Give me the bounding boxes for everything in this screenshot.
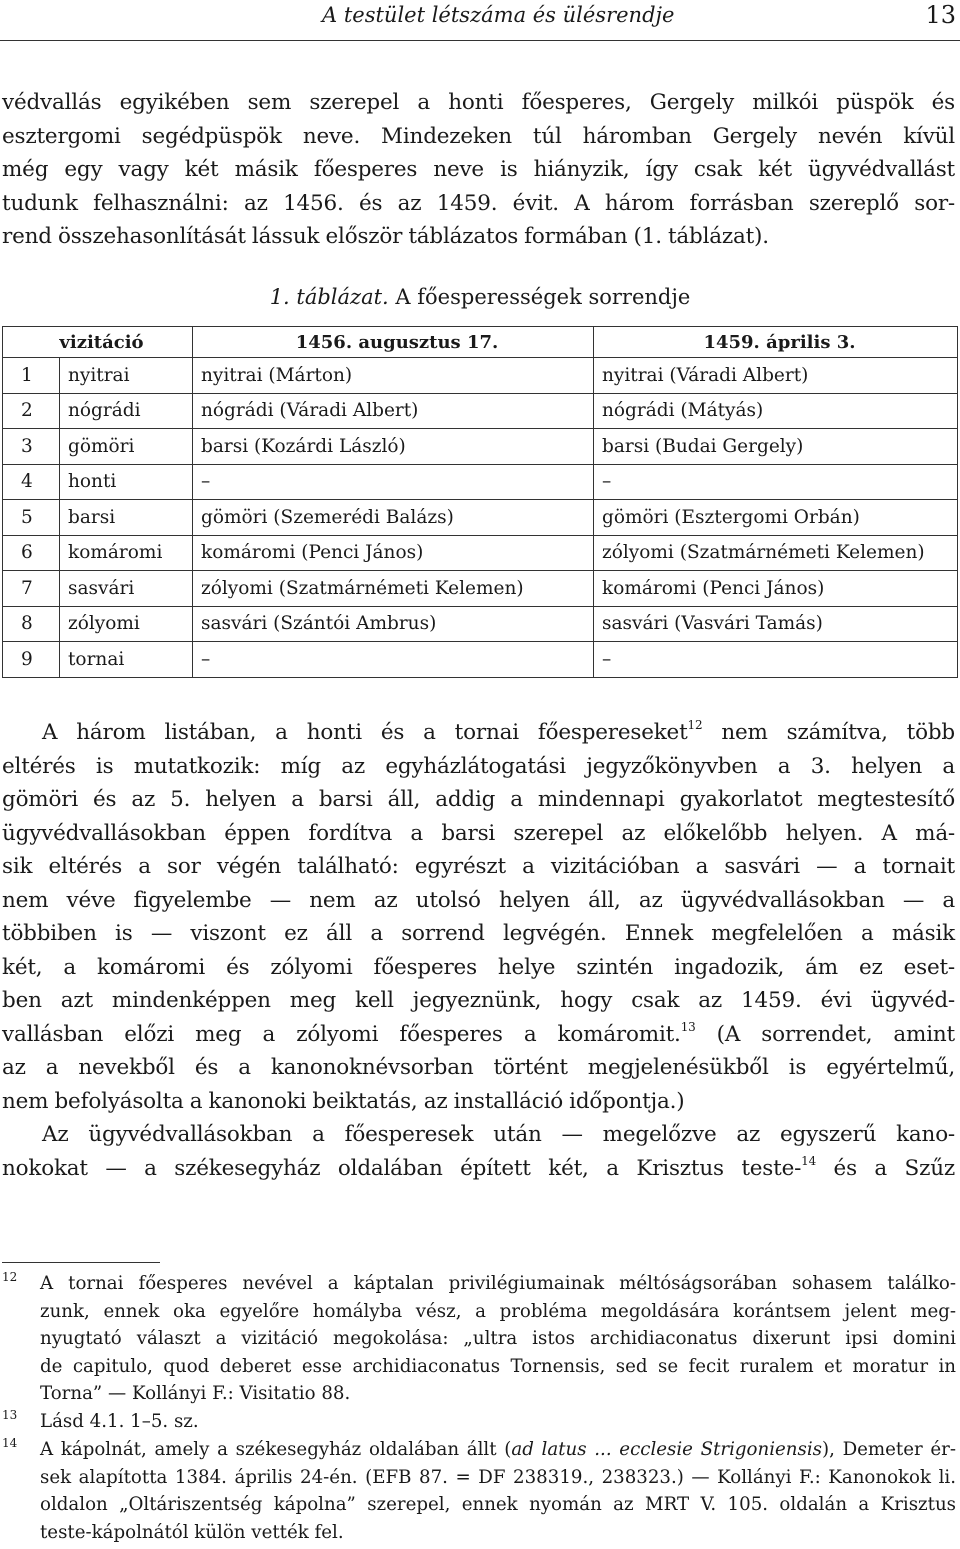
footnote-line: teste-kápolnától külön vették fel. (40, 1521, 344, 1543)
table-row (3, 500, 958, 536)
cell-1459: sasvári (Vasvári Tamás) (594, 606, 958, 642)
cell-visitation: komáromi (60, 535, 193, 571)
table-row (3, 535, 958, 571)
text-run: (A sorrendet, amint (695, 1021, 955, 1047)
cell-1456: zólyomi (Szatmárnémeti Kelemen) (193, 571, 594, 607)
column-header-1459: 1459. április 3. (594, 327, 958, 358)
footnote-separator (2, 1262, 160, 1263)
latin-quote: ad latus ... ecclesie Strigoniensis (511, 1439, 822, 1460)
text-line: többiben is — viszont ez áll a sorrend legvégén. Ennek megfelelően a másik (2, 921, 955, 946)
row-number: 7 (3, 571, 60, 607)
text-run: és a Szűz (816, 1155, 955, 1181)
table-caption-text: A főesperességek sorrendje (388, 285, 691, 309)
cell-1459: komáromi (Penci János) (594, 571, 958, 607)
text-run: vallásban előzi meg a zólyomi főesperes a komáromit. (2, 1021, 681, 1047)
table-row (3, 571, 958, 607)
footnote-number: 14 (2, 1436, 18, 1450)
footnote-line: de capitulo, quod deberet esse archidiaconatus Tornensis, sed se fecit ruralem et moratur in (40, 1355, 956, 1377)
text-line (2, 716, 955, 750)
cell-1456: gömöri (Szemerédi Balázs) (193, 500, 594, 536)
text-line (2, 1152, 955, 1186)
text-line: tudunk felhasználni: az 1456. és az 1459. évit. A három forrásban szereplő sor- (2, 190, 955, 216)
cell-visitation: gömöri (60, 429, 193, 465)
table-header-row (3, 327, 958, 358)
footnote-line: zunk, ennek oka egyelőre homályba vész, a probléma megoldására korántsem jelent meg- (40, 1300, 956, 1322)
cell-1456: – (193, 464, 594, 500)
cell-visitation: zólyomi (60, 606, 193, 642)
text-line: még egy vagy két másik főesperes neve is hiányzik, így csak két ügyvédvallást (2, 157, 955, 182)
cell-1459: zólyomi (Szatmárnémeti Kelemen) (594, 535, 958, 571)
cell-1459: – (594, 642, 958, 678)
text-line: az a nevekből és a kanonoknévsorban történt megjelenésükből is egyértelmű, (2, 1055, 955, 1080)
row-number: 6 (3, 535, 60, 571)
footnote-line: oldalon „Oltáriszentség kápolna” szerepel, ennek nyomán az MRT V. 105. oldalán a Krisztus (40, 1494, 956, 1515)
page-number: 13 (925, 1, 956, 29)
table-row (3, 429, 958, 465)
text-run: ), Demeter ér- (822, 1439, 956, 1460)
cell-1456: nyitrai (Márton) (193, 358, 594, 394)
archdeaconries-order-table (2, 326, 958, 678)
table-row (3, 393, 958, 429)
text-run: A kápolnát, amely a székesegyház oldalában állt ( (40, 1439, 512, 1460)
cell-visitation: sasvári (60, 571, 193, 607)
footnote-ref-12[interactable]: 12 (687, 718, 703, 732)
text-line: ügyvédvallásokban éppen fordítva a barsi szerepel az előkelőbb helyen. A má- (2, 820, 955, 846)
row-number: 2 (3, 393, 60, 429)
footnote-13 (0, 1408, 960, 1436)
footnote-ref-13[interactable]: 13 (680, 1019, 696, 1034)
footnote-14 (0, 1436, 960, 1546)
cell-visitation: nógrádi (60, 393, 193, 429)
text-line: védvallás egyikében sem szerepel a honti főesperes, Gergely milkói püspök és (2, 90, 955, 115)
text-line: rend összehasonlítását lássuk először táblázatos formában (1. táblázat). (2, 224, 769, 249)
footnote-line: sek alapította 1384. április 24-én. (EFB 87. = DF 238319., 238323.) — Kollányi F.: Kanonokok li. (40, 1466, 956, 1488)
row-number: 8 (3, 606, 60, 642)
table-row (3, 606, 958, 642)
cell-1456: barsi (Kozárdi László) (193, 429, 594, 465)
column-header-visitation: vizitáció (3, 327, 193, 358)
footnote-ref-14[interactable]: 14 (801, 1153, 817, 1168)
footnote-line: Lásd 4.1. 1–5. sz. (40, 1411, 199, 1432)
footnote-line (40, 1436, 956, 1464)
cell-1456: – (193, 642, 594, 678)
cell-visitation: honti (60, 464, 193, 500)
text-line: Az ügyvédvallásokban a főesperesek után — megelőzve az egyszerű kano- (42, 1122, 955, 1147)
table-caption-number: 1. táblázat. (269, 285, 389, 309)
text-line (2, 1018, 955, 1052)
footnote-line: nyugtató választ a vizitáció megokolása: „ultra istos archidiaconatus dixerunt ipsi domini (40, 1328, 956, 1349)
table-row (3, 642, 958, 678)
row-number: 1 (3, 358, 60, 394)
text-run: A három listában, a honti és a tornai főespereseket (42, 720, 688, 745)
running-title: A testület létszáma és ülésrendje (322, 3, 675, 27)
row-number: 3 (3, 429, 60, 465)
row-number: 9 (3, 642, 60, 678)
text-line: eltérés is mutatkozik: míg az egyházlátogatási jegyzőkönyvben a 3. helyen a (2, 753, 955, 779)
footnote-line: A tornai főesperes nevével a káptalan privilégiumainak méltóságsorában sohasem találko- (40, 1273, 956, 1294)
running-header (0, 0, 960, 41)
cell-1459: – (594, 464, 958, 500)
cell-1459: nógrádi (Mátyás) (594, 393, 958, 429)
cell-1456: nógrádi (Váradi Albert) (193, 393, 594, 429)
body-paragraph-1 (2, 716, 955, 1185)
text-line: esztergomi segédpüspök neve. Mindezeken túl háromban Gergely nevén kívül (2, 123, 955, 149)
text-line: gömöri és az 5. helyen a barsi áll, addig a mindennapi gyakorlatot megtestesítő (2, 787, 955, 812)
intro-paragraph (2, 86, 955, 254)
column-header-1456: 1456. augusztus 17. (193, 327, 594, 358)
table-caption (0, 282, 960, 312)
text-line: sik eltérés a sor végén található: egyrészt a vizitációban a sasvári — a tornait (2, 854, 955, 879)
text-run: nem számítva, több (702, 720, 955, 745)
footnote-line: Torna” — Kollányi F.: Visitatio 88. (40, 1383, 351, 1404)
cell-visitation: nyitrai (60, 358, 193, 394)
footnote-12 (0, 1270, 960, 1408)
cell-1456: komáromi (Penci János) (193, 535, 594, 571)
cell-1459: barsi (Budai Gergely) (594, 429, 958, 465)
cell-1459: nyitrai (Váradi Albert) (594, 358, 958, 394)
text-run: nokokat — a székesegyház oldalában épített két, a Krisztus teste- (2, 1155, 802, 1181)
text-line: két, a komáromi és zólyomi főesperes helye szintén ingadozik, ám ez eset- (2, 954, 955, 980)
cell-visitation: barsi (60, 500, 193, 536)
text-line: ben azt mindenképpen meg kell jegyeznünk, hogy csak az 1459. évi ügyvéd- (2, 988, 955, 1013)
table-row (3, 464, 958, 500)
cell-1459: gömöri (Esztergomi Orbán) (594, 500, 958, 536)
row-number: 5 (3, 500, 60, 536)
cell-visitation: tornai (60, 642, 193, 678)
table-row (3, 358, 958, 394)
footnote-number: 13 (2, 1408, 18, 1422)
text-line: nem befolyásolta a kanonoki beiktatás, az installáció időpontja.) (2, 1088, 685, 1114)
footnote-number: 12 (2, 1270, 18, 1284)
text-line: nem véve figyelembe — nem az utolsó helyen áll, az ügyvédvallásokban — a (2, 887, 955, 913)
cell-1456: sasvári (Szántói Ambrus) (193, 606, 594, 642)
row-number: 4 (3, 464, 60, 500)
